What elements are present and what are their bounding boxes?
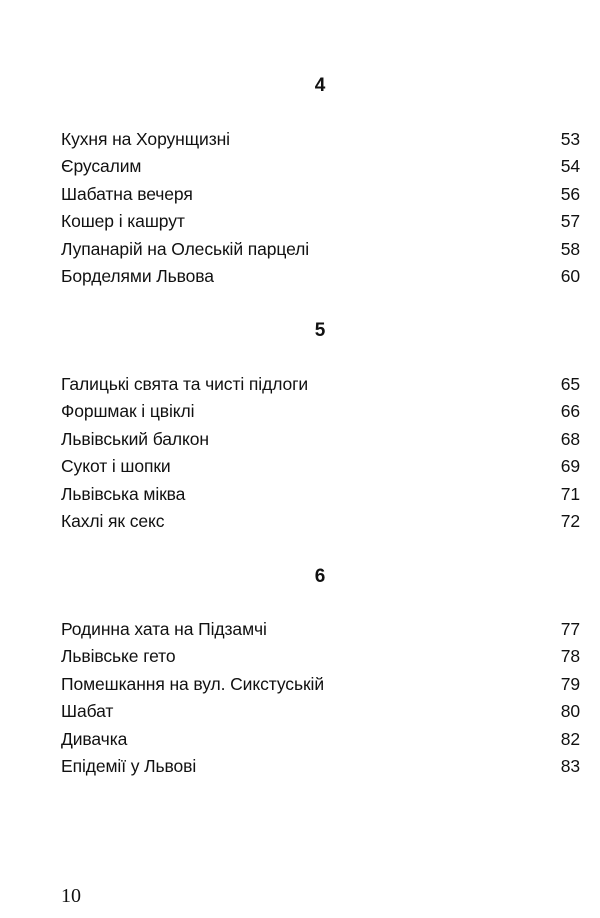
toc-entry-page: 58 [560,238,580,259]
toc-entry-page: 57 [560,211,580,232]
toc-entry-title: Сукот і шопки [61,456,171,477]
toc-entry-title: Борделями Львова [61,265,214,286]
toc-entry [61,239,580,266]
toc-entry-page: 54 [560,156,580,177]
toc-entry-title: Львівське гето [61,646,176,667]
toc-entry [61,211,580,238]
toc-entry-title: Дивачка [61,728,128,749]
toc-entry-page: 72 [560,510,580,531]
toc-entry [61,756,580,783]
toc-entry [61,266,580,293]
toc-entry-title: Шабат [61,701,114,722]
toc-entry-page: 80 [560,701,580,722]
toc-entry [61,619,580,646]
toc-entry-page: 78 [560,646,580,667]
toc-entry-title: Кошер і кашрут [61,211,185,232]
page-number: 10 [61,885,81,907]
toc-entry-page: 65 [560,374,580,394]
toc-entry [61,456,580,483]
toc-entry [61,701,580,728]
toc-entry-page: 66 [560,401,580,422]
section-number: 5 [314,320,326,341]
toc-entry-page: 53 [560,129,580,149]
toc-entry-page: 68 [560,428,580,449]
toc-entry-title: Помешкання на вул. Сикстуській [61,673,324,694]
toc-entry-title: Лупанарій на Олеській парцелі [61,238,310,259]
toc-entry-page: 69 [560,456,580,477]
toc-entry-title: Епідемії у Львові [61,755,197,776]
toc-entry-title: Шабатна вечеря [61,183,193,204]
section-number: 4 [314,75,326,96]
toc-list [61,374,580,538]
toc-entry-title: Львівська міква [61,483,186,504]
toc-entry-title: Форшмак і цвіклі [61,401,195,422]
toc-entry [61,184,580,211]
toc-entry-page: 56 [560,183,580,204]
toc-list [61,129,580,293]
toc-list [61,619,580,783]
toc-entry-page: 79 [560,673,580,694]
toc-entry-title: Кахлі як секс [61,510,165,531]
toc-entry-page: 60 [560,265,580,286]
section-number: 6 [314,566,326,587]
toc-entry-title: Єрусалим [61,156,142,177]
toc-entry-page: 83 [560,755,580,776]
toc-entry [61,729,580,756]
toc-entry-page: 77 [560,619,580,639]
toc-entry-page: 82 [560,728,580,749]
toc-entry [61,129,580,156]
toc-entry [61,646,580,673]
toc-entry [61,156,580,183]
toc-entry-title: Львівський балкон [61,428,209,449]
toc-entry-title: Галицькі свята та чисті підлоги [61,374,309,394]
toc-entry [61,374,580,401]
toc-entry [61,401,580,428]
toc-entry [61,429,580,456]
toc-entry-title: Родинна хата на Підзамчі [61,619,267,639]
toc-entry [61,484,580,511]
toc-entry [61,674,580,701]
toc-entry-title: Кухня на Хорунщизні [61,129,230,149]
toc-entry [61,511,580,538]
toc-entry-page: 71 [560,483,580,504]
